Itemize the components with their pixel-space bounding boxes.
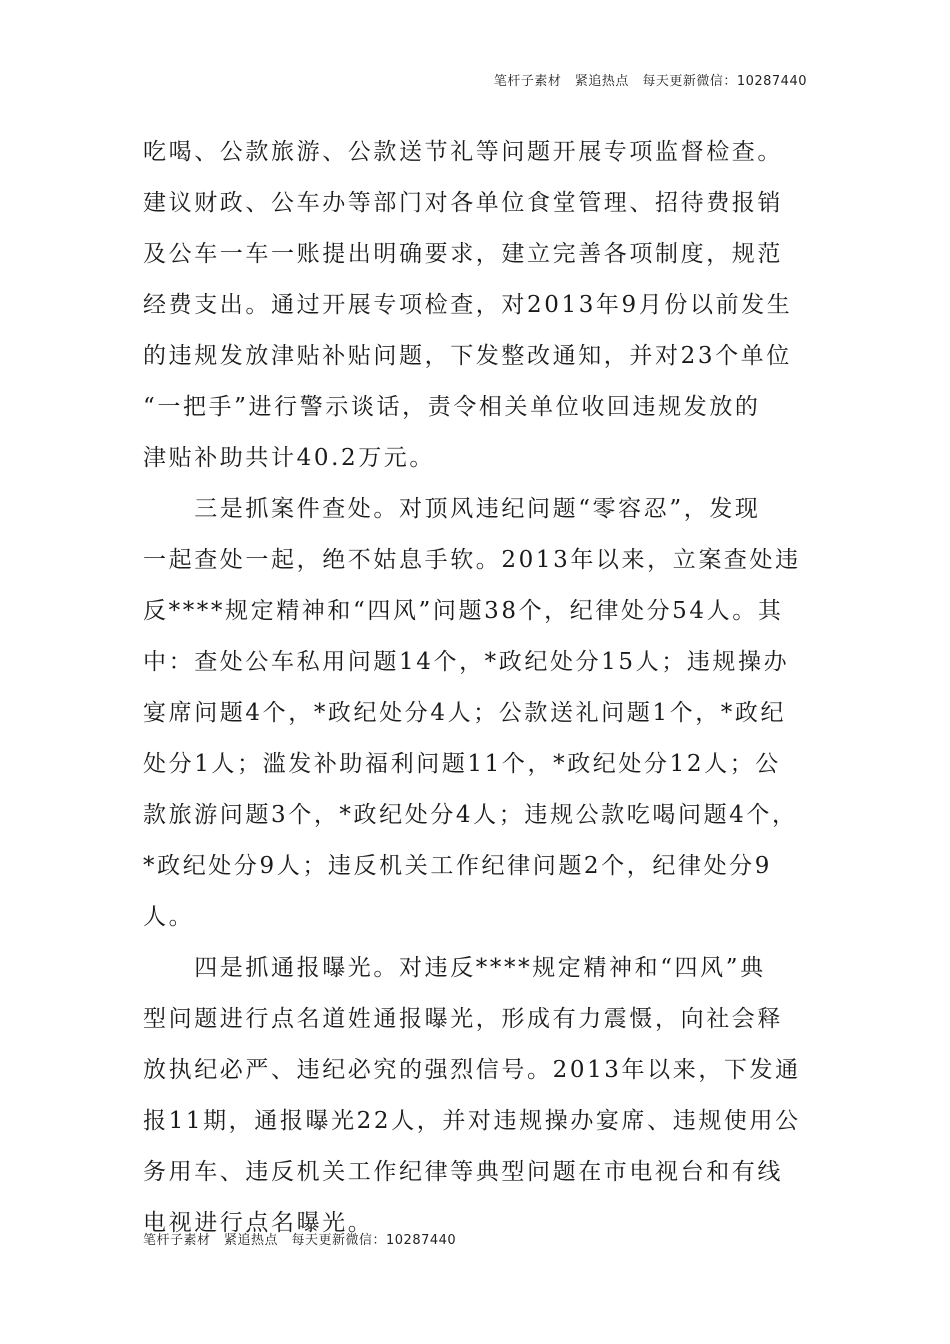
text-line: 宴席问题4个，*政纪处分4人；公款送礼问题1个，*政纪 — [143, 700, 787, 726]
page-header: 笔杆子素材 紧追热点 每天更新微信：10287440 — [493, 74, 807, 89]
text-line: 及公车一车一账提出明确要求，建立完善各项制度，规范 — [143, 241, 783, 267]
text-line: 建议财政、公车办等部门对各单位食堂管理、招待费报销 — [143, 190, 783, 216]
page-footer: 笔杆子素材 紧追热点 每天更新微信：10287440 — [143, 1233, 457, 1248]
text-line: 放执纪必严、违纪必究的强烈信号。2013年以来，下发通 — [143, 1057, 801, 1083]
text-line: 的违规发放津贴补贴问题，下发整改通知，并对23个单位 — [143, 343, 792, 369]
text-line: 反****规定精神和“四风”问题38个，纪律处分54人。其 — [143, 598, 784, 624]
text-line: 经费支出。通过开展专项检查，对2013年9月份以前发生 — [143, 292, 793, 318]
text-line: 处分1人；滥发补助福利问题11个，*政纪处分12人；公 — [143, 751, 781, 777]
text-line: 吃喝、公款旅游、公款送节礼等问题开展专项监督检查。 — [143, 139, 783, 165]
paragraph-start-line: 四是抓通报曝光。对违反****规定精神和“四风”典 — [143, 955, 766, 981]
text-line: *政纪处分9人；违反机关工作纪律问题2个，纪律处分9 — [143, 853, 772, 879]
paragraph-start-line: 三是抓案件查处。对顶风违纪问题“零容忍”，发现 — [143, 496, 761, 522]
text-line: 报11期，通报曝光22人，并对违规操办宴席、违规使用公 — [143, 1108, 801, 1134]
text-line: 型问题进行点名道姓通报曝光，形成有力震慑，向社会释 — [143, 1006, 783, 1032]
text-line: “一把手”进行警示谈话，责令相关单位收回违规发放的 — [143, 394, 761, 420]
document-body — [143, 127, 815, 1249]
text-line: 电视进行点名曝光。 — [143, 1210, 374, 1236]
text-line: 款旅游问题3个，*政纪处分4人；违规公款吃喝问题4个， — [143, 802, 798, 828]
text-line: 人。 — [143, 904, 195, 930]
text-line: 中：查处公车私用问题14个，*政纪处分15人；违规操办 — [143, 649, 790, 675]
text-line: 一起查处一起，绝不姑息手软。2013年以来，立案查处违 — [143, 547, 801, 573]
text-line: 务用车、违反机关工作纪律等典型问题在市电视台和有线 — [143, 1159, 783, 1185]
text-line: 津贴补助共计40.2万元。 — [143, 445, 436, 471]
